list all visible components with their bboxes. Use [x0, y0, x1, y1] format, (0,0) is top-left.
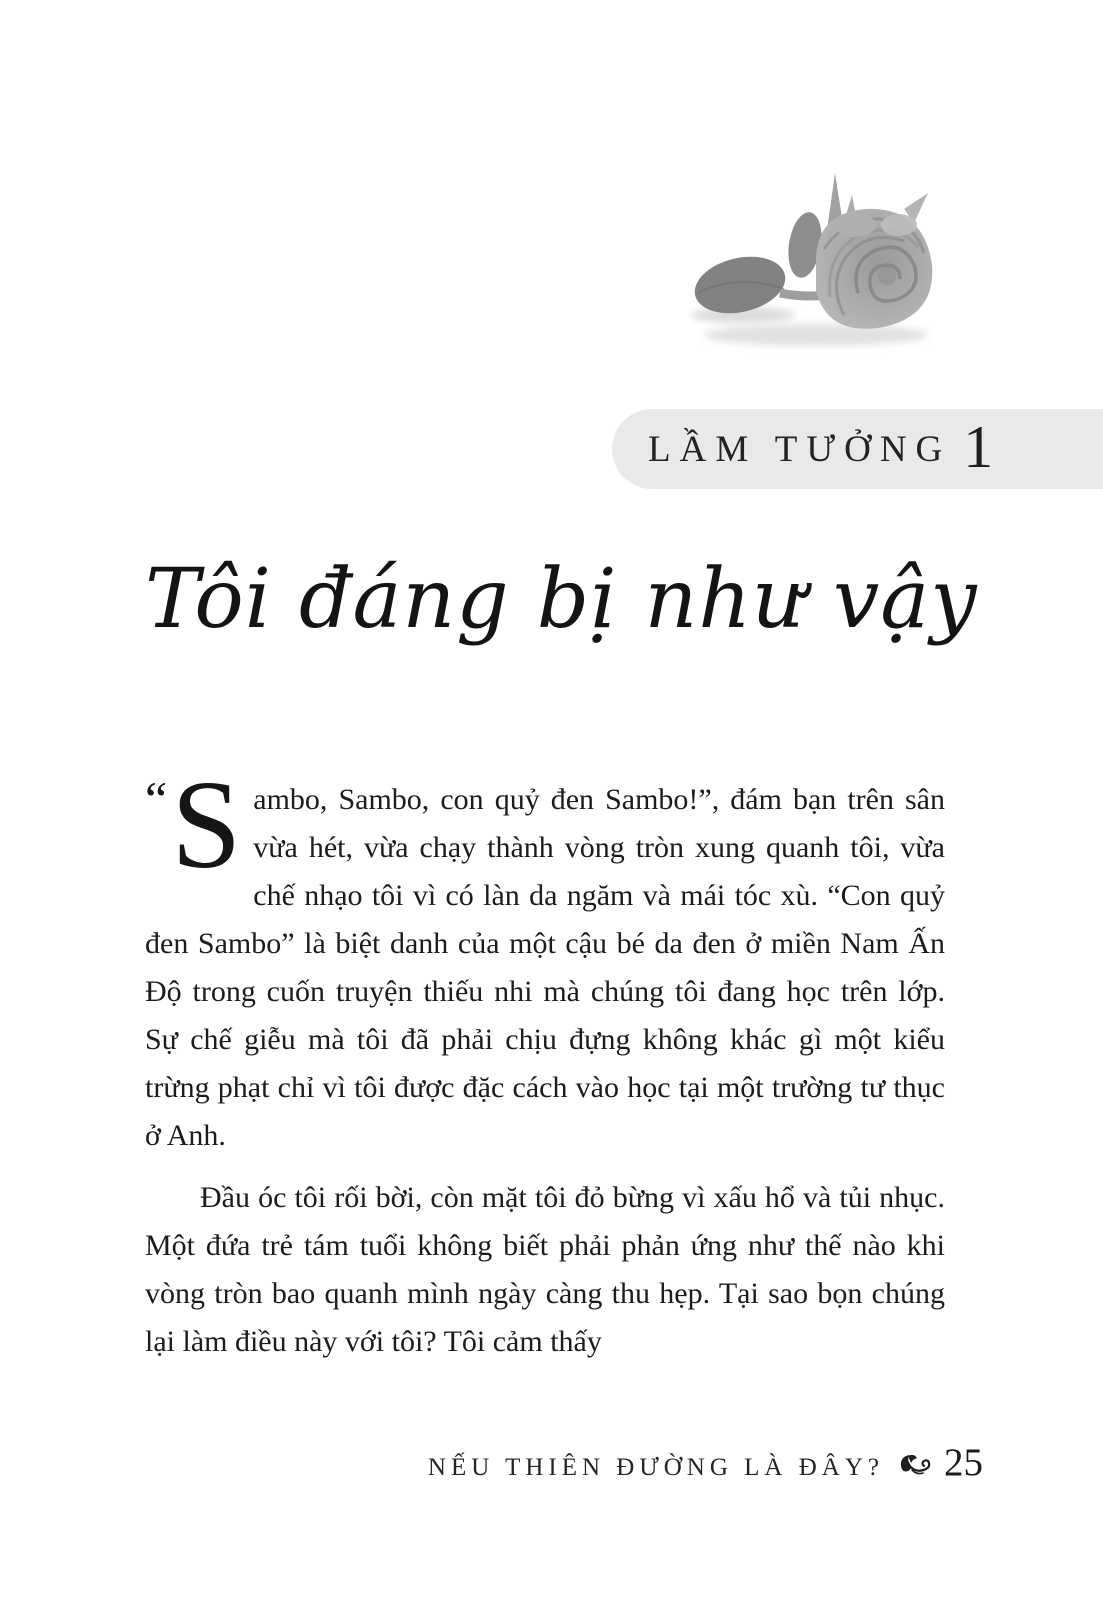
dropcap-letter: S: [171, 756, 242, 895]
chapter-label: LẦM TƯỞNG: [648, 428, 952, 470]
body-text: [145, 756, 945, 1366]
fleuron-vine-icon: [898, 1452, 934, 1480]
chapter-title: Tôi đáng bị như vậy: [145, 552, 978, 647]
dropcap-block: [145, 756, 242, 895]
paragraph-1-text: ambo, Sambo, con quỷ đen Sambo!”, đám bạn trên sân vừa hét, vừa chạy thành vòng tròn xung quanh tôi, vừa chế nhạo tôi vì có làn da ngăm và mái tóc xù. “Con quỷ đen Sambo” là biệt danh của một cậu bé da đen ở miền Nam Ấn Độ trong cuốn truyện thiếu nhi mà chúng tôi đang học trên lớp. Sự chế giễu mà tôi đã phải chịu đựng không khác gì một kiểu trừng phạt chỉ vì tôi được đặc cách vào học tại một trường tư thục ở Anh.: [145, 783, 945, 1152]
running-title: NẾU THIÊN ĐƯỜNG LÀ ĐÂY?: [427, 1454, 884, 1481]
paragraph-2: Đầu óc tôi rối bời, còn mặt tôi đỏ bừng vì xấu hổ và tủi nhục. Một đứa trẻ tám tuổi không biết phải phản ứng như thế nào khi vòng tròn bao quanh mình ngày càng thu hẹp. Tại sao bọn chúng lại làm điều này với tôi? Tôi cảm thấy: [145, 1181, 945, 1358]
paragraph-1: [145, 756, 945, 1160]
rose-photo-icon: [688, 165, 946, 355]
page-footer: [145, 1443, 983, 1482]
chapter-number: 1: [963, 414, 994, 480]
chapter-banner: [612, 409, 1103, 489]
page-number: 25: [944, 1441, 983, 1484]
opening-quote: “: [145, 771, 168, 827]
